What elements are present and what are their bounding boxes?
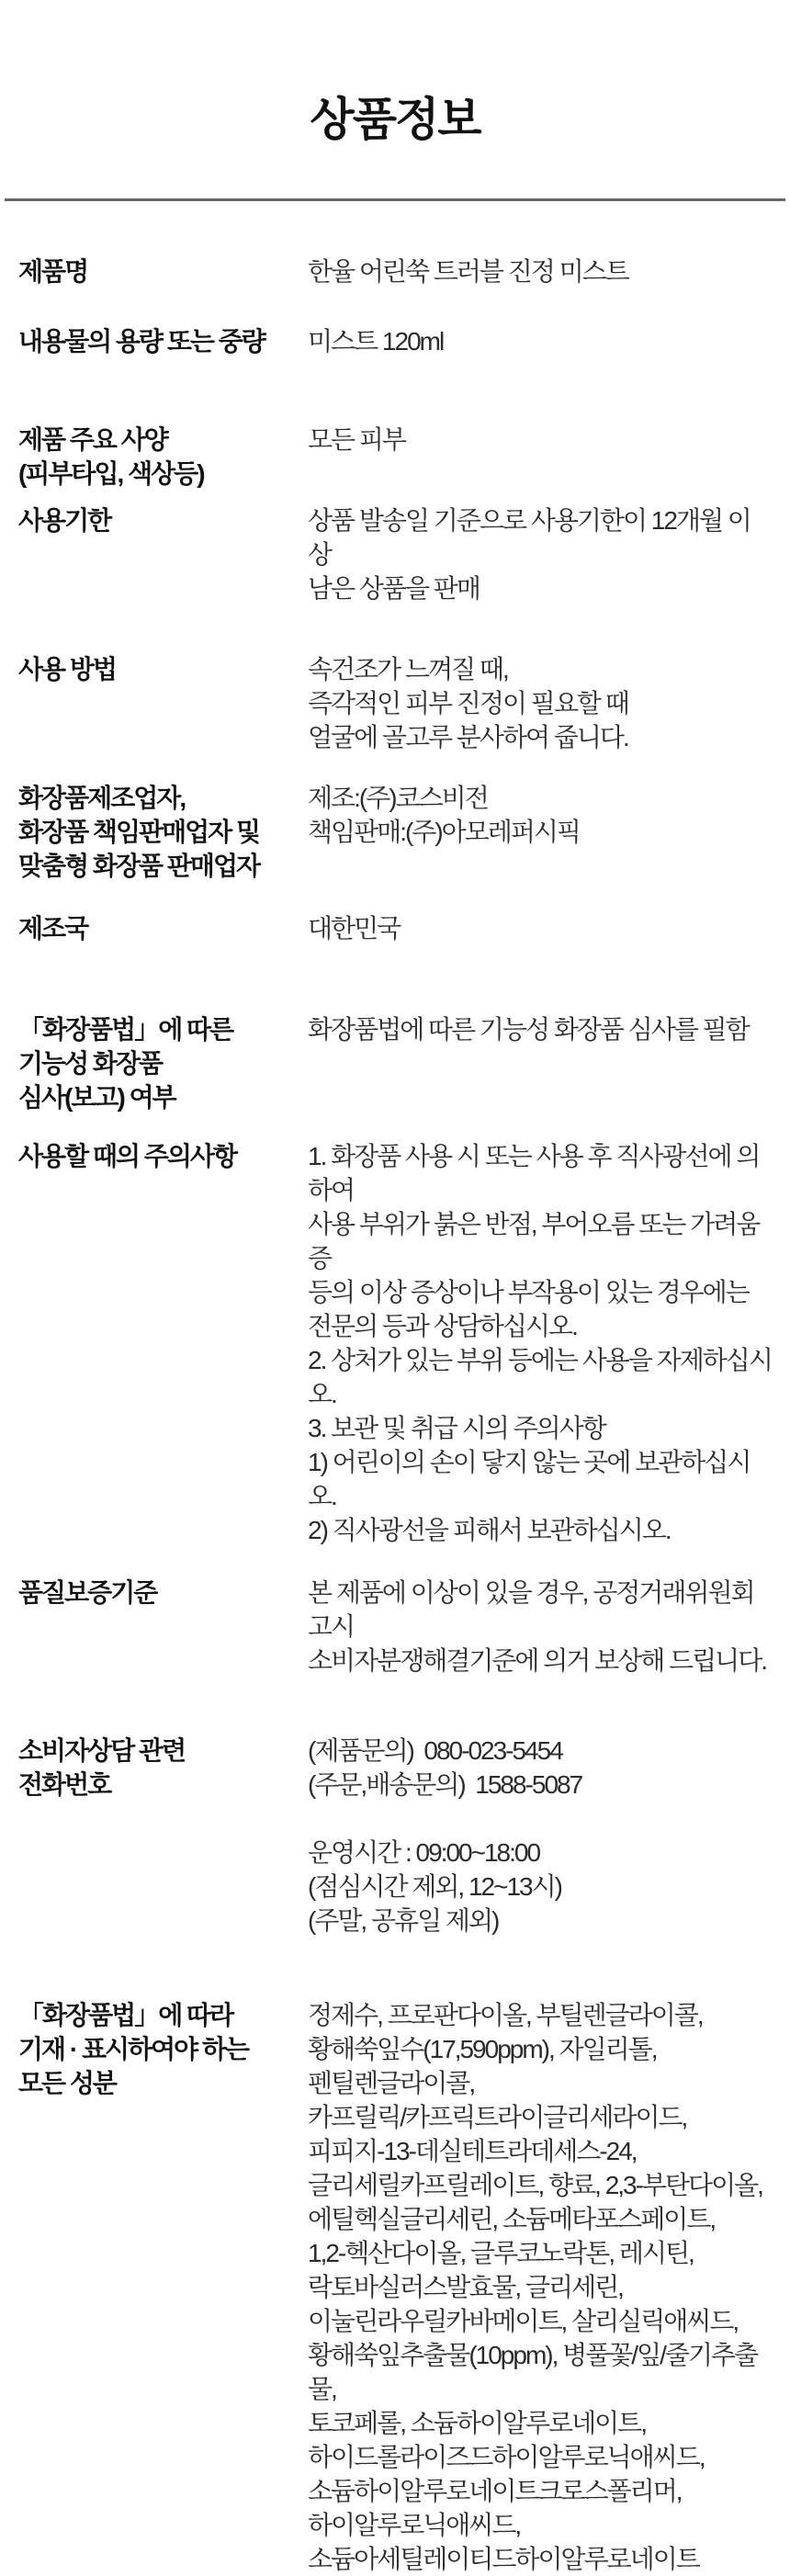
row-value-line: 1,2-헥산다이올, 글루코노락톤, 레시틴,: [308, 2239, 694, 2267]
table-row: [18, 652, 772, 754]
row-label-line: 사용 방법: [18, 655, 116, 684]
row-value-line: 하이알루로닉애씨드,: [308, 2511, 521, 2539]
row-value-line: 황해쑥잎추출물(10ppm), 병풀꽃/잎/줄기추출물,: [308, 2341, 758, 2403]
row-value-line: 얼굴에 골고루 분사하여 줍니다.: [308, 723, 628, 751]
row-label-line: 화장품제조업자,: [18, 784, 186, 812]
row-value-line: [308, 1802, 772, 1836]
row-value-line: 글리세릴카프릴레이트, 향료, 2,3-부탄다이올,: [308, 2171, 762, 2199]
row-value-line: 화장품법에 따른 기능성 화장품 심사를 필함: [308, 1015, 749, 1044]
row-value-line: 책임판매:(주)아모레퍼시픽: [308, 818, 580, 846]
table-row: [18, 1139, 772, 1547]
row-label-line: 품질보증기준: [18, 1578, 157, 1607]
row-value-line: 정제수, 프로판다이올, 부틸렌글라이콜,: [308, 2001, 703, 2029]
row-label-line: 제조국: [18, 914, 88, 943]
row-label: [18, 652, 308, 686]
row-value: [308, 1012, 772, 1046]
row-value-line: 소듐하이알루로네이트크로스폴리머,: [308, 2477, 682, 2505]
row-label: [18, 781, 308, 883]
table-row: [18, 503, 772, 605]
row-value-line: 락토바실러스발효물, 글리세린,: [308, 2273, 623, 2301]
row-label: [18, 423, 308, 491]
row-value-line: 3. 보관 및 취급 시의 주의사항: [308, 1414, 605, 1442]
table-row: [18, 1998, 772, 2576]
row-label-line: 맞춤형 화장품 판매업자: [18, 852, 260, 880]
row-value-line: 상품 발송일 기준으로 사용기한이 12개월 이상: [308, 506, 750, 569]
row-label-line: 기재 · 표시하여야 하는: [18, 2035, 249, 2063]
row-label-line: 기능성 화장품: [18, 1049, 163, 1078]
row-value-line: 등의 이상 증상이나 부작용이 있는 경우에는: [308, 1278, 749, 1306]
row-value-line: 운영시간 : 09:00~18:00: [308, 1838, 540, 1867]
row-value: [308, 1576, 772, 1678]
row-label: [18, 1998, 308, 2100]
row-value-line: 한율 어린쑥 트러블 진정 미스트: [308, 257, 628, 286]
table-row: [18, 781, 772, 883]
row-value: [308, 423, 772, 457]
row-value: [308, 324, 772, 358]
row-value: [308, 781, 772, 849]
row-value-line: 카프릴릭/카프릭트라이글리세라이드,: [308, 2103, 687, 2131]
row-value-line: 하이드롤라이즈드하이알루로닉애씨드,: [308, 2443, 705, 2471]
row-label: [18, 1576, 308, 1610]
table-row: [18, 911, 772, 945]
row-label: [18, 911, 308, 945]
row-value-line: 속건조가 느껴질 때,: [308, 655, 508, 684]
row-value-line: 제조:(주)코스비전: [308, 784, 488, 812]
row-value: [308, 911, 772, 945]
row-value-line: 에틸헥실글리세린, 소듐메타포스페이트,: [308, 2205, 716, 2233]
table-row: [18, 1576, 772, 1678]
row-value-line: 2. 상처가 있는 부위 등에는 사용을 자제하십시오.: [308, 1346, 772, 1408]
row-value-line: 피피지-13-데실테트라데세스-24,: [308, 2137, 637, 2165]
table-row: [18, 1734, 772, 1938]
table-row: [18, 1012, 772, 1114]
row-value-line: 본 제품에 이상이 있을 경우, 공정거래위원회 고시: [308, 1578, 760, 1641]
row-value-line: 황해쑥잎수(17,590ppm), 자일리톨,: [308, 2035, 657, 2063]
row-value-line: 미스트 120ml: [308, 327, 444, 356]
row-value-line: 이눌린라우릴카바메이트, 살리실릭애씨드,: [308, 2307, 739, 2335]
row-label: [18, 503, 308, 537]
row-label: [18, 1012, 308, 1114]
row-label-line: 사용기한: [18, 506, 111, 535]
row-label-line: 소비자상담 관련: [18, 1736, 186, 1765]
row-label-line: 「화장품법」에 따른: [18, 1015, 233, 1044]
row-value-line: (점심시간 제외, 12~13시): [308, 1872, 561, 1901]
row-value-line: 소듐아세틸레이티드하이알루로네이트: [308, 2545, 699, 2573]
row-label: [18, 1139, 308, 1173]
row-value-line: 1) 어린이의 손이 닿지 않는 곳에 보관하십시오.: [308, 1448, 750, 1510]
row-value-line: 사용 부위가 붉은 반점, 부어오름 또는 가려움증: [308, 1210, 760, 1272]
row-value-line: (주말, 공휴일 제외): [308, 1906, 499, 1935]
row-value-line: 1. 화장품 사용 시 또는 사용 후 직사광선에 의하여: [308, 1142, 760, 1204]
row-label-line: 「화장품법」에 따라: [18, 2001, 233, 2029]
row-value: [308, 254, 772, 288]
row-label-line: 제품 주요 사양: [18, 425, 167, 454]
row-value: [308, 1734, 772, 1938]
row-value-line: 대한민국: [308, 914, 401, 943]
table-row: [18, 254, 772, 288]
row-label-line: 모든 성분: [18, 2069, 116, 2097]
table-row: [18, 324, 772, 358]
row-label-line: 내용물의 용량 또는 중량: [18, 327, 265, 356]
row-label: [18, 324, 308, 358]
row-value-line: 2) 직사광선을 피해서 보관하십시오.: [308, 1516, 671, 1544]
row-label-line: 화장품 책임판매업자 및: [18, 818, 260, 846]
row-value-line: 펜틸렌글라이콜,: [308, 2069, 475, 2097]
row-label-line: 사용할 때의 주의사항: [18, 1142, 236, 1170]
row-value-line: 즉각적인 피부 진정이 필요할 때: [308, 689, 628, 717]
title-divider: [5, 198, 785, 201]
table-row: [18, 423, 772, 491]
row-label-line: 제품명: [18, 257, 88, 286]
row-value-line: 전문의 등과 상담하십시오.: [308, 1312, 577, 1340]
row-value-line: (주문,배송문의) 1588-5087: [308, 1770, 582, 1799]
row-value-line: 토코페롤, 소듐하이알루로네이트,: [308, 2409, 647, 2437]
row-label: [18, 254, 308, 288]
row-value: [308, 1139, 772, 1547]
row-value-line: (제품문의) 080-023-5454: [308, 1736, 562, 1765]
row-label-line: 심사(보고) 여부: [18, 1083, 175, 1112]
row-value-line: 모든 피부: [308, 425, 405, 454]
row-label: [18, 1734, 308, 1802]
product-info-table: [0, 254, 790, 2576]
row-value: [308, 503, 772, 605]
page-title: 상품정보: [310, 94, 480, 145]
row-value-line: 소비자분쟁해결기준에 의거 보상해 드립니다.: [308, 1646, 767, 1675]
row-label-line: 전화번호: [18, 1770, 111, 1799]
row-value-line: 남은 상품을 판매: [308, 574, 480, 603]
row-value: [308, 652, 772, 754]
row-value: [308, 1998, 772, 2576]
row-label-line: (피부타입, 색상등): [18, 459, 204, 488]
